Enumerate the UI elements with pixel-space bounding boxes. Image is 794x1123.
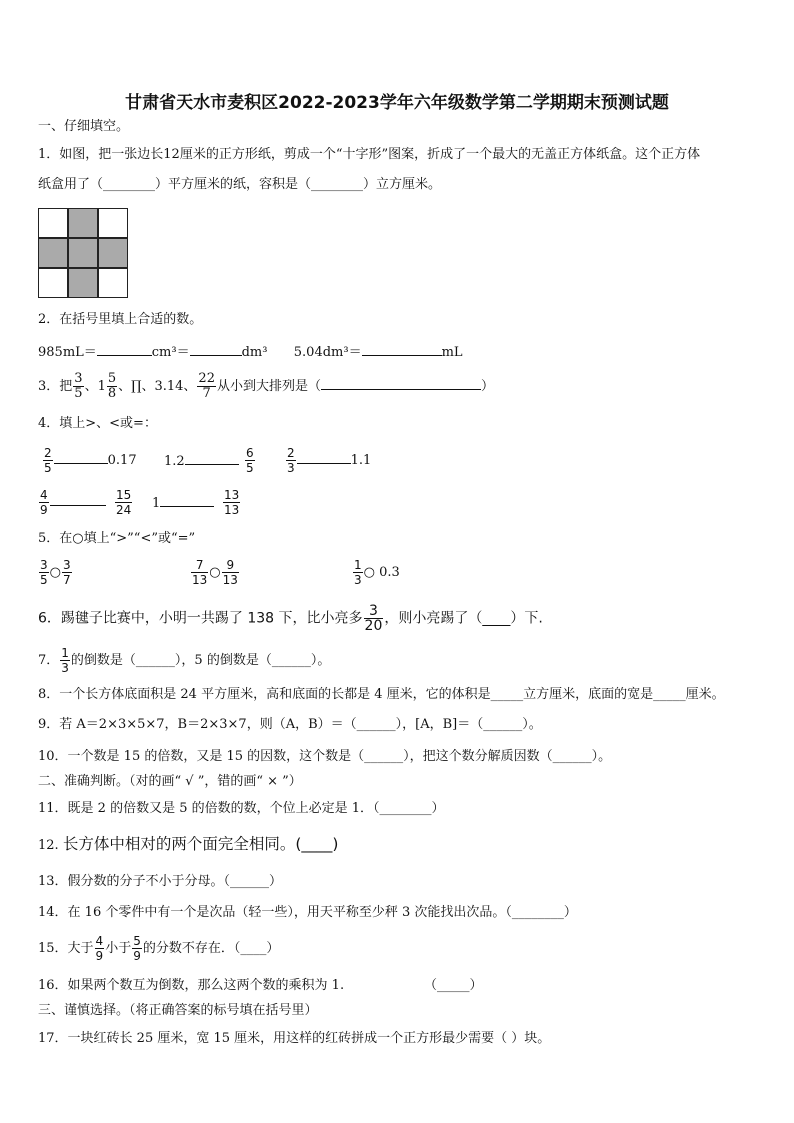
question-11: 11．既是 2 的倍数又是 5 的倍数的数，个位上必定是 1．（________） bbox=[38, 801, 445, 816]
fraction: $\frac{3}{5}$ bbox=[40, 558, 48, 587]
q3-suffix: 从小到大排列是（ bbox=[216, 379, 321, 394]
question-2-conversions bbox=[38, 343, 463, 362]
fraction: $\frac{4}{9}$ bbox=[95, 934, 104, 963]
fraction: $\frac{5}{8}$ bbox=[107, 371, 117, 401]
fraction: $\frac{4}{9}$ bbox=[40, 488, 48, 517]
answer-blank bbox=[97, 343, 152, 356]
question-3 bbox=[38, 372, 494, 401]
q12-text: 长方体中相对的两个面完全相同。(____) bbox=[62, 835, 339, 853]
grid-cell-shaded bbox=[98, 238, 128, 268]
section-1-heading: 一、仔细填空。 bbox=[38, 119, 130, 134]
question-1-line-2: 纸盒用了（________）平方厘米的纸，容积是（________）立方厘米。 bbox=[38, 177, 442, 192]
q2-part-d: 5.04dm³＝ bbox=[293, 345, 362, 360]
fraction: $\frac{15}{24}$ bbox=[116, 488, 132, 517]
q12-number: 12. bbox=[38, 838, 59, 853]
fraction: $\frac{9}{13}$ bbox=[222, 558, 238, 587]
q3-close: ） bbox=[480, 379, 494, 394]
q4-value: 1.1 bbox=[350, 453, 372, 468]
q4-value: 1 bbox=[152, 496, 161, 511]
cross-shape-grid-figure bbox=[38, 208, 128, 298]
q3-separator: 、1 bbox=[84, 379, 106, 394]
question-2: 2．在括号里填上合适的数。 bbox=[38, 312, 203, 327]
grid-cell bbox=[38, 208, 68, 238]
q2-part-b: cm³＝ bbox=[151, 345, 190, 360]
question-10: 10．一个数是 15 的倍数，又是 15 的因数，这个数是（______），把这个数分解质因数（______）。 bbox=[38, 749, 612, 764]
question-14: 14．在 16 个零件中有一个是次品（轻一些），用天平称至少秤 3 次能找出次品。（________） bbox=[38, 905, 577, 920]
question-16: 16．如果两个数互为倒数，那么这两个数的乘积为 1. bbox=[38, 978, 345, 993]
question-8: 8．一个长方体底面积是 24 平方厘米，高和底面的长都是 4 厘米，它的体积是_____立方厘米，底面的宽是_____厘米。 bbox=[38, 687, 725, 702]
question-12 bbox=[38, 835, 338, 855]
q4-value: 0.17 bbox=[107, 453, 137, 468]
q6-prefix: 6．踢毽子比赛中，小明一共踢了 138 下，比小亮多 bbox=[38, 610, 363, 627]
fraction: $\frac{22}{7}$ bbox=[198, 371, 215, 401]
answer-blank bbox=[297, 451, 351, 464]
page-title: 甘肃省天水市麦积区2022-2023学年六年级数学第二学期期末预测试题 bbox=[125, 93, 669, 113]
grid-cell-shaded bbox=[68, 268, 98, 298]
question-7 bbox=[38, 646, 330, 675]
q4-row-2-item-2 bbox=[152, 494, 214, 513]
grid-cell bbox=[38, 268, 68, 298]
q6-suffix: ，则小亮踢了（____）下. bbox=[384, 610, 543, 627]
fraction: $\frac{5}{9}$ bbox=[133, 934, 141, 963]
section-3-heading: 三、谨慎选择。（将正确答案的标号填在括号里） bbox=[38, 1003, 318, 1018]
question-6 bbox=[38, 604, 543, 633]
fraction: $\frac{6}{5}$ bbox=[246, 446, 254, 475]
fraction: $\frac{3}{20}$ bbox=[364, 603, 383, 634]
fraction: $\frac{2}{5}$ bbox=[44, 446, 52, 475]
grid-cell bbox=[98, 268, 128, 298]
fraction: $\frac{13}{13}$ bbox=[224, 488, 240, 517]
fraction: $\frac{7}{13}$ bbox=[192, 558, 208, 587]
question-9: 9．若 A＝2×3×5×7，B＝2×3×7，则（A，B）＝（______），[A，B]＝（______）。 bbox=[38, 717, 542, 732]
q4-row-1-item-2 bbox=[164, 452, 239, 471]
q4-row-2-fraction bbox=[114, 488, 133, 517]
grid-cell-shaded bbox=[38, 238, 68, 268]
q4-row-1-item-1 bbox=[42, 446, 137, 475]
q5-comparison: ○ 0.3 bbox=[363, 565, 400, 580]
question-13: 13．假分数的分子不小于分母。（______） bbox=[38, 874, 283, 889]
grid-cell bbox=[98, 208, 128, 238]
section-2-heading: 二、准确判断。（对的画“ √ ”，错的画“ × ”） bbox=[38, 774, 302, 789]
q4-row-2-fraction-2 bbox=[222, 488, 241, 517]
fraction: $\frac{3}{5}$ bbox=[74, 371, 83, 401]
q15-prefix: 15．大于 bbox=[38, 941, 94, 956]
q3-middle: 、∏、3.14、 bbox=[118, 379, 197, 394]
grid-cell-shaded bbox=[68, 238, 98, 268]
question-1-line-1: 1．如图，把一张边长12厘米的正方形纸，剪成一个“十字形”图案，折成了一个最大的无盖正方体纸盒。这个正方体 bbox=[38, 147, 701, 162]
answer-blank bbox=[190, 343, 242, 356]
q5-item-1 bbox=[38, 558, 73, 587]
q5-item-3 bbox=[352, 558, 400, 587]
q7-suffix: 的倒数是（______），5 的倒数是（______）。 bbox=[70, 653, 331, 668]
q7-prefix: 7． bbox=[38, 653, 60, 668]
q16-answer-blank: （_____） bbox=[424, 978, 483, 993]
q15-suffix: 的分数不存在．（____） bbox=[142, 941, 280, 956]
fraction: $\frac{3}{7}$ bbox=[62, 558, 71, 587]
answer-blank bbox=[160, 494, 214, 507]
fraction: $\frac{1}{3}$ bbox=[354, 558, 362, 587]
fraction: $\frac{2}{3}$ bbox=[287, 446, 295, 475]
answer-blank bbox=[54, 451, 108, 464]
q2-part-a: 985mL＝ bbox=[38, 345, 97, 360]
q15-middle: 小于 bbox=[105, 941, 132, 956]
q4-row-2-item-1 bbox=[38, 488, 106, 517]
question-4: 4．填上>、<或=： bbox=[38, 416, 157, 431]
answer-blank bbox=[185, 452, 239, 465]
q2-part-c: dm³ bbox=[241, 345, 268, 360]
q2-part-e: mL bbox=[441, 345, 463, 360]
q5-item-2 bbox=[190, 558, 240, 587]
comparison-circle[interactable]: ○ bbox=[49, 565, 61, 580]
answer-blank bbox=[362, 343, 442, 356]
comparison-circle[interactable]: ○ bbox=[209, 565, 221, 580]
q4-row-1-item-3 bbox=[285, 446, 371, 475]
grid-cell-shaded bbox=[68, 208, 98, 238]
q3-prefix: 3．把 bbox=[38, 379, 73, 394]
answer-blank bbox=[321, 377, 481, 390]
fraction: $\frac{1}{3}$ bbox=[61, 646, 69, 675]
answer-blank bbox=[50, 493, 106, 506]
q4-row-1-fraction bbox=[244, 446, 256, 475]
question-5: 5．在○填上“>”“<”或“=” bbox=[38, 531, 196, 546]
question-15 bbox=[38, 934, 279, 963]
question-17: 17．一块红砖长 25 厘米，宽 15 厘米，用这样的红砖拼成一个正方形最少需要（ ）块。 bbox=[38, 1031, 551, 1046]
q4-value: 1.2 bbox=[164, 454, 185, 469]
